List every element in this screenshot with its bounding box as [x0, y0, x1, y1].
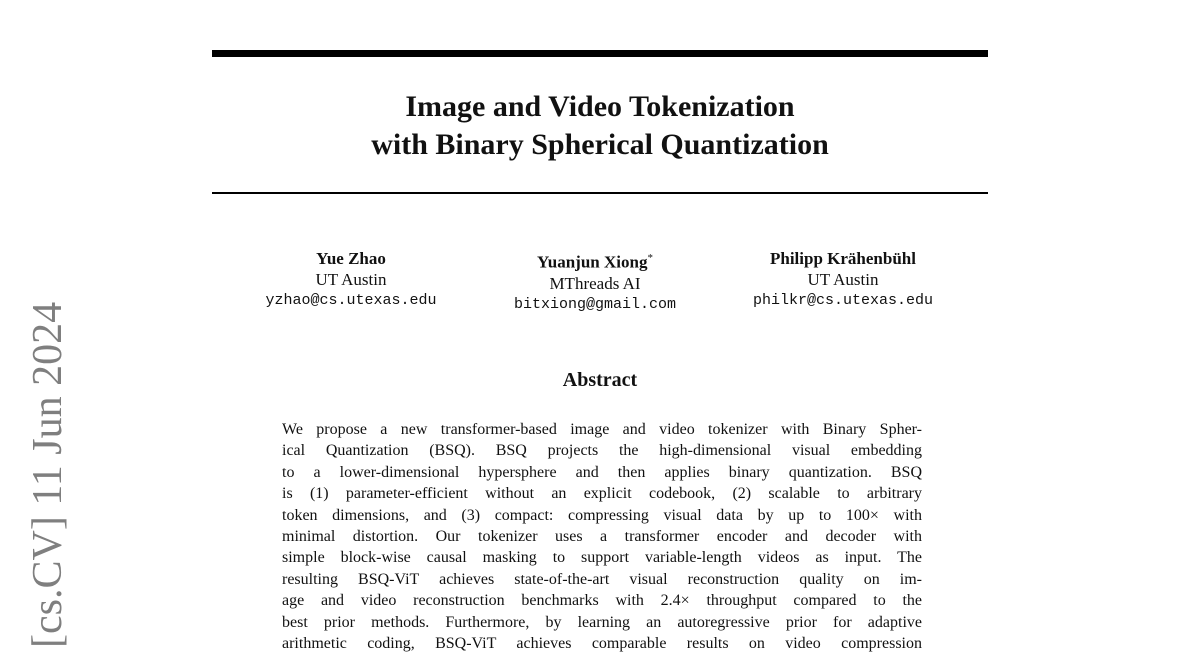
- abstract-line: best prior methods. Furthermore, by learning an autoregressive prior for adaptive: [282, 613, 922, 631]
- author-affiliation: MThreads AI: [549, 273, 641, 293]
- author-block-1: [221, 248, 481, 312]
- author-affiliation: UT Austin: [315, 270, 387, 289]
- abstract-body: [282, 419, 922, 654]
- abstract-line: arithmetic coding, BSQ-ViT achieves comparable results on video compression: [282, 635, 922, 653]
- title-top-rule: [212, 50, 988, 57]
- author-name: Philipp Krähenbühl: [770, 249, 916, 268]
- author-affiliation: UT Austin: [807, 270, 879, 289]
- author-email[interactable]: yzhao@cs.utexas.edu: [265, 292, 437, 309]
- author-email[interactable]: philkr@cs.utexas.edu: [752, 292, 934, 309]
- abstract-line: We propose a new transformer-based image and video tokenizer with Binary Spher-: [282, 421, 922, 438]
- abstract-line: to a lower-dimensional hypersphere and then applies binary quantization. BSQ: [282, 463, 922, 481]
- abstract-line: age and video reconstruction benchmarks with 2.4× throughput compared to the: [282, 592, 922, 610]
- abstract-line: simple block-wise causal masking to support variable-length videos as input. The: [282, 549, 922, 567]
- author-block-3: [713, 248, 973, 312]
- author-footnote-marker: *: [647, 252, 653, 264]
- arxiv-side-stamp: [cs.CV] 11 Jun 2024: [25, 301, 71, 648]
- title-bottom-rule: [212, 192, 988, 194]
- title-line-1: Image and Video Tokenization: [405, 90, 795, 123]
- abstract-line: resulting BSQ-ViT achieves state-of-the-art visual reconstruction quality on im-: [282, 570, 922, 588]
- abstract-line: is (1) parameter-efficient without an explicit codebook, (2) scalable to arbitrary: [282, 485, 922, 503]
- author-email[interactable]: bitxiong@gmail.com: [513, 295, 677, 313]
- paper-title: [212, 88, 988, 164]
- title-line-2: with Binary Spherical Quantization: [371, 128, 829, 161]
- author-name: Yuanjun Xiong: [537, 252, 648, 272]
- author-block-2: [465, 248, 725, 316]
- abstract-line: minimal distortion. Our tokenizer uses a transformer encoder and decoder with: [282, 528, 922, 546]
- abstract-heading: Abstract: [562, 369, 638, 391]
- abstract-line: ical Quantization (BSQ). BSQ projects the high-dimensional visual embedding: [282, 442, 922, 460]
- abstract-line: token dimensions, and (3) compact: compressing visual data by up to 100× with: [282, 506, 922, 524]
- author-name: Yue Zhao: [316, 249, 386, 268]
- author-name-row: [465, 248, 725, 273]
